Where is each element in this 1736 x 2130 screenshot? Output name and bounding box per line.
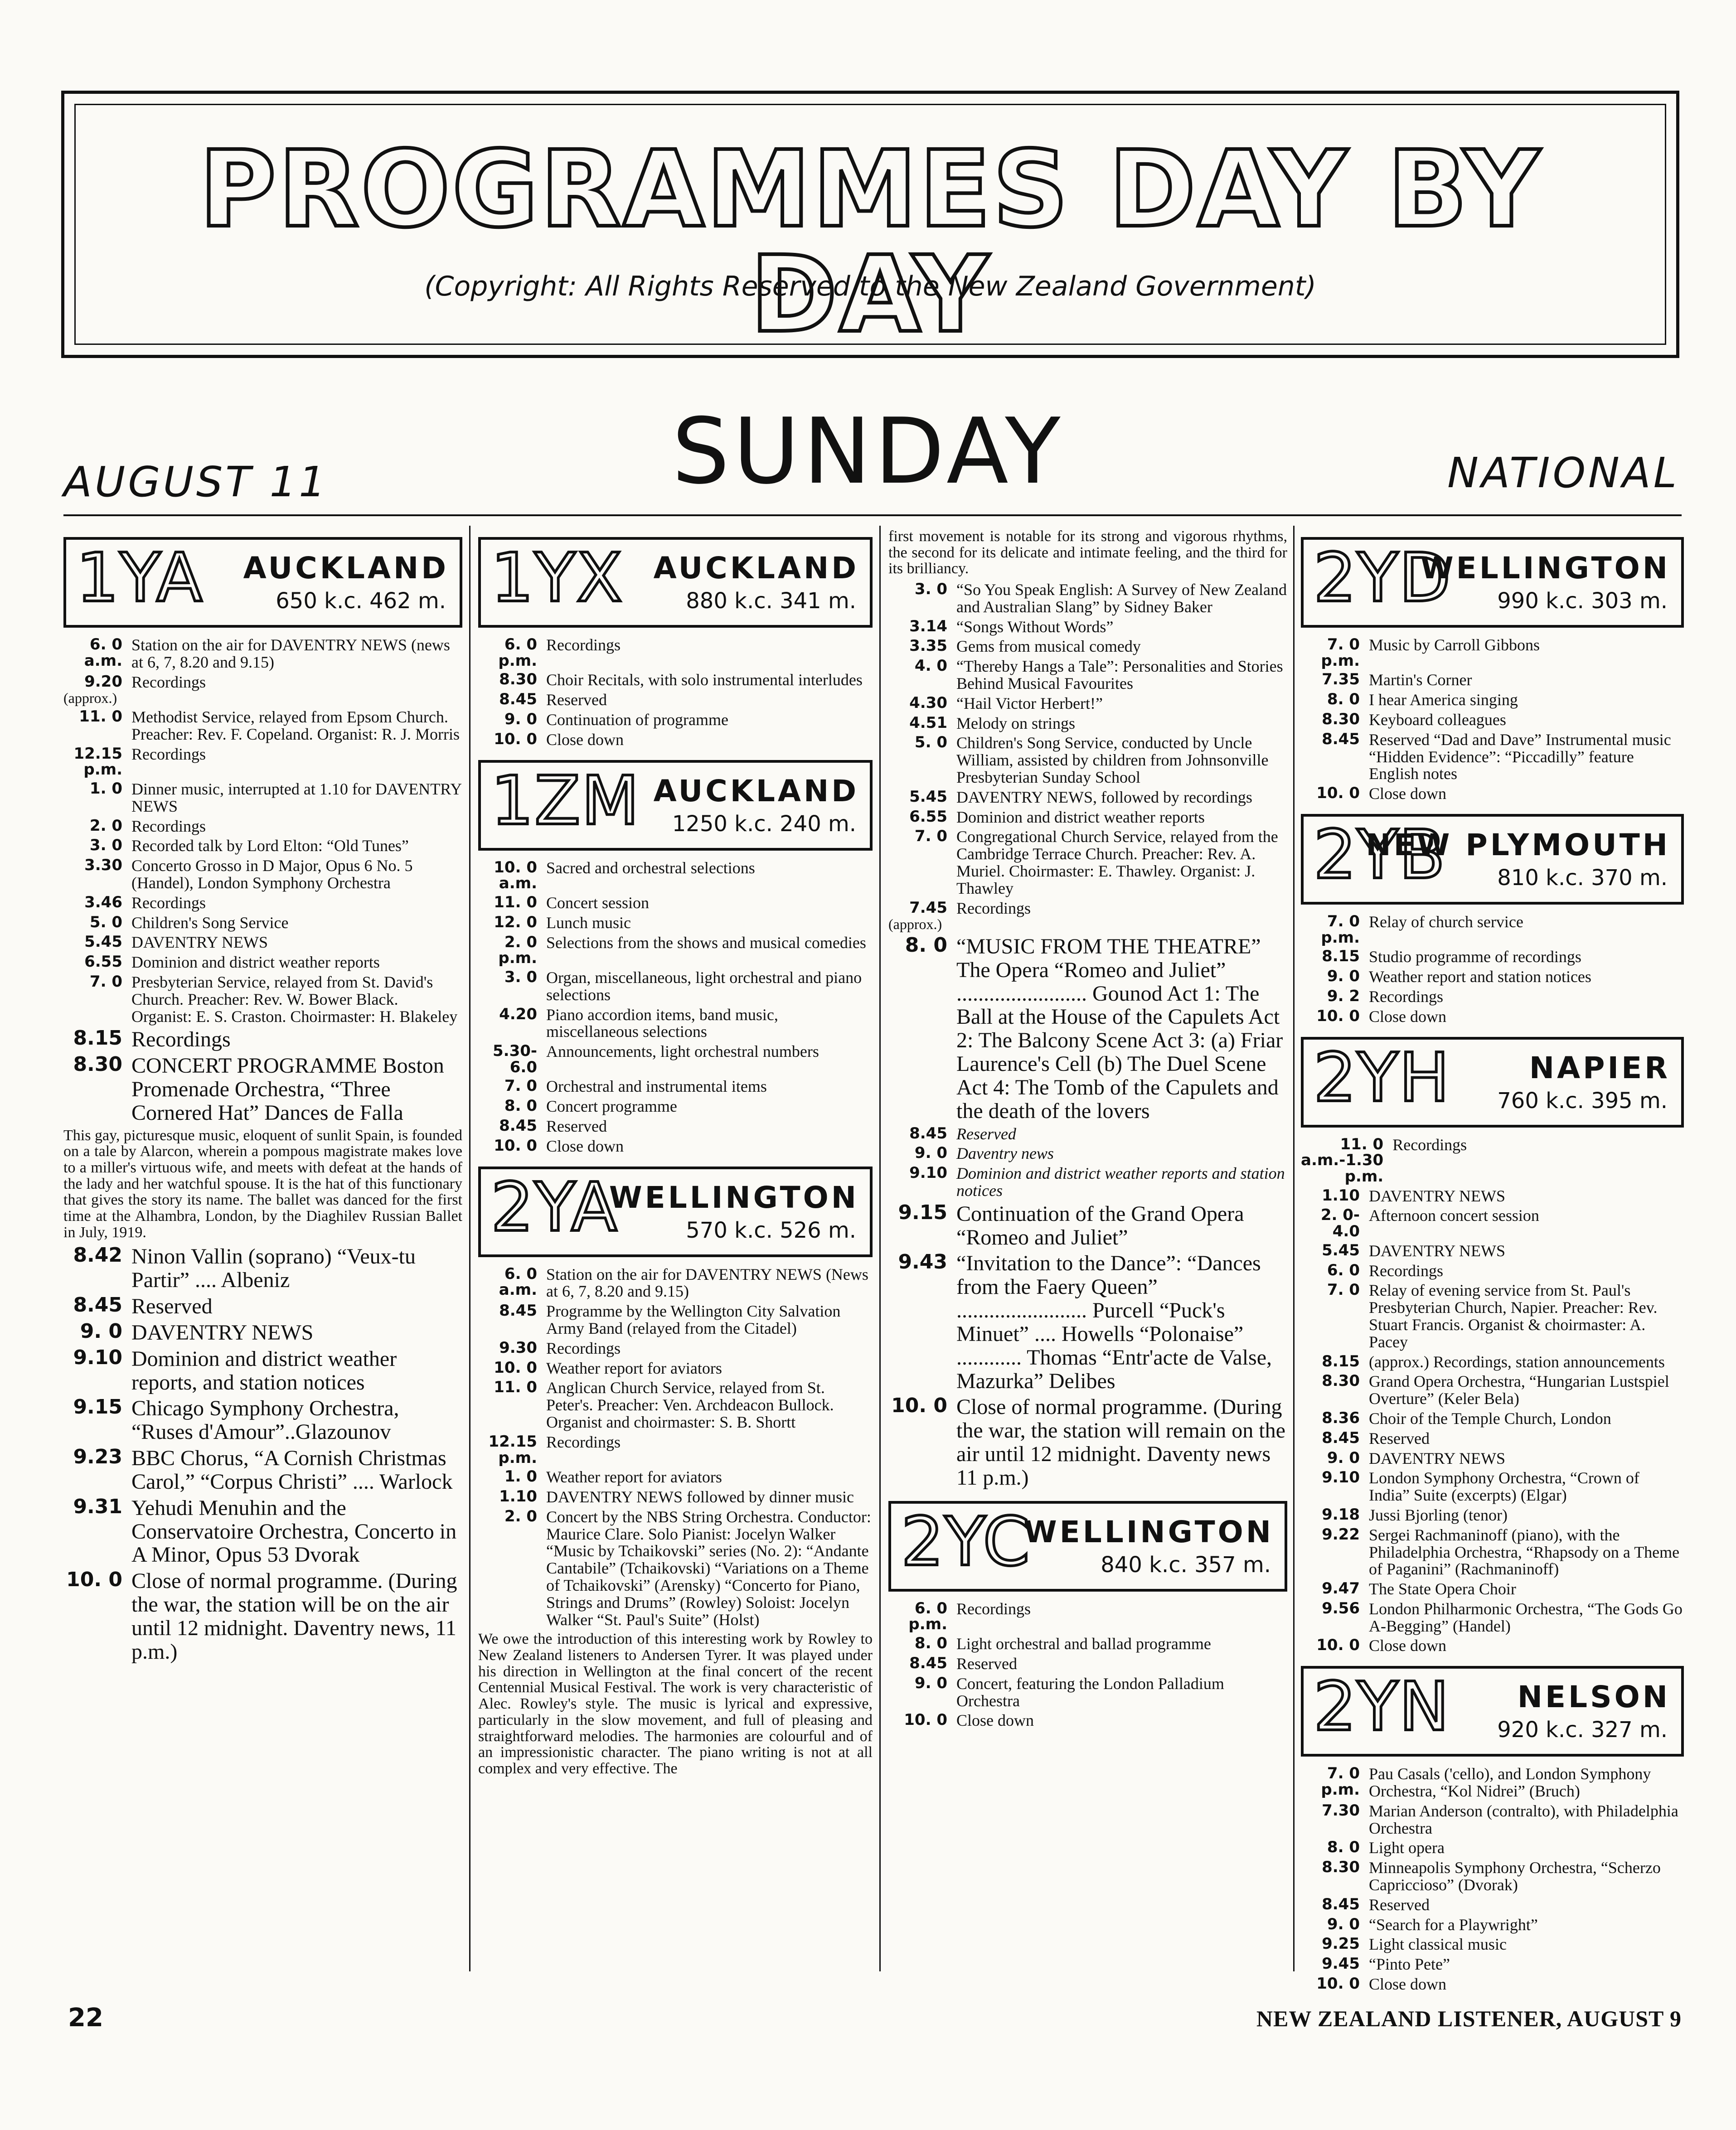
publication-footer: NEW ZEALAND LISTENER, AUGUST 9 [1256,2006,1682,2031]
station-frequency: 840 k.c. 357 m. [1101,1552,1271,1578]
station-name: WELLINGTON [1420,551,1670,586]
station-header-2yb [1301,814,1684,905]
station-name: AUCKLAND [653,773,859,808]
list-item: 7. 0 p.m. Music by Carroll Gibbons [1321,635,1540,670]
station-header-2ya [478,1167,873,1257]
station-code: 1YA [76,539,204,617]
copyright-notice: (Copyright: All Rights Reserved to the New Zealand Government) [424,271,1316,302]
list-item: 7.45 Recordings [909,898,1031,917]
list-item: 9. 0 DAVENTRY NEWS [80,1319,314,1345]
top-rule [63,514,1682,516]
list-item: 5. 0 Children's Song Service, conducted by Uncle William, assisted by children from Johnsonville Presbyterian Sunday School [914,733,1269,787]
station-name: AUCKLAND [243,551,449,586]
list-item: 9.30 Recordings [499,1338,621,1357]
list-item: 7. 0 Presbyterian Service, relayed from St. David's Church. Preacher: Rev. W. Bower Black. Organist: E. S. Craston. Choirmaster: H. Blakeley [89,972,458,1026]
list-item: 8.45 Reserved [499,690,607,709]
list-item: 10. 0 Close of normal programme. (During the war, the station will be on the air until 12 midnight. Daventry news, 11 p.m.) [66,1568,457,1664]
list-item: 8. 0 Light orchestral and ballad programme [914,1634,1211,1653]
list-item: 9.20 Recordings [84,672,206,691]
station-name: NELSON [1517,1680,1670,1715]
column-2 [478,526,873,1971]
list-item: 9. 0 “Search for a Playwright” [1327,1915,1538,1934]
list-item: 9. 0 DAVENTRY NEWS [1327,1448,1506,1467]
list-item: 7. 0 Orchestral and instrumental items [504,1077,767,1096]
column-divider [879,526,881,1971]
list-item: 9.25 Light classical music [1322,1935,1507,1954]
list-item: 8.30 Choir Recitals, with solo instrumental interludes [499,670,863,689]
list-item: 9.22 Sergei Rachmaninoff (piano), with the Philadelphia Orchestra, “Rhapsody on a Theme of Paganini” (Rachmaninoff) [1322,1525,1680,1578]
list-item: 9.18 Jussi Bjorling (tenor) [1322,1505,1508,1524]
day-title: SUNDAY [672,399,1064,504]
list-item: 7. 0 p.m. Pau Casals ('cello), and London Symphony Orchestra, “Kol Nidrei” (Bruch) [1321,1764,1651,1801]
page-number: 22 [68,2003,103,2033]
list-item: 8. 0 I hear America singing [1327,690,1518,709]
station-name: WELLINGTON [1023,1514,1274,1549]
header-banner [61,91,1679,358]
column-4 [1301,526,1684,1994]
programme-note: We owe the introduction of this interesting work by Rowley to New Zealand listeners to Andersen Tyrer. It was played under his direction in Wellington at the final concert of the recent Centennial Musical Festival. The work is very characteristic of Alec. Rowley's style. The music is lyrical and expressive, particularly in the slow movement, and full of pleasing and straightforward melodies. The harmonies are colourful and of an impressionistic character. The piano writing is not at all complex and very effective. The [478,1631,873,1777]
list-item: 12.15 p.m. Recordings [73,744,206,779]
list-item: 8. 0 Concert programme [504,1097,677,1116]
list-item: 3.30 Concerto Grosso in D Major, Opus 6 No. 5 (Handel), London Symphony Orchestra [84,856,413,892]
list-item: 8.30 CONCERT PROGRAMME Boston Promenade Orchestra, “Three Cornered Hat” Dances de Falla [73,1053,444,1125]
list-item: 10. 0 Close down [1316,1007,1446,1026]
programme-list [63,637,462,1664]
list-item: 11. 0 a.m.-1.30 p.m. Recordings [1301,1135,1467,1186]
list-item: 9.31 Yehudi Menuhin and the Conservatoire Orchestra, Concerto in A Minor, Opus 53 Dvorak [73,1495,457,1567]
list-item: 8. 0 “MUSIC FROM THE THEATRE” The Opera “Romeo and Juliet” ........................ Gounod Act 1: The Ball at the House of the Capulets Act 2: The Balcony Scene Act 3: (a) Friar Laurence's Cell (b) The Duel Scene Act 4: The Tomb of the Capulets and the death of the lovers [905,934,1283,1123]
list-item: 8.45 Programme by the Wellington City Salvation Army Band (relayed from the Citadel) [499,1302,841,1338]
station-frequency: 920 k.c. 327 m. [1497,1717,1668,1743]
list-item: 7. 0 p.m. Relay of church service [1321,912,1523,947]
list-item: 1.10 DAVENTRY NEWS [1322,1186,1506,1205]
list-item: 8. 0 Light opera [1327,1838,1445,1857]
list-item: 9.15 Continuation of the Grand Opera “Romeo and Juliet” [898,1201,1244,1249]
list-item: 9.15 Chicago Symphony Orchestra, “Ruses d'Amour”..Glazounov [73,1395,399,1444]
station-code: 2YA [491,1168,618,1246]
list-item: 3.14 “Songs Without Words” [909,617,1114,636]
list-item: 8.15 Recordings [73,1026,231,1052]
list-item: 2. 0-4.0 Afternoon concert session [1320,1206,1539,1241]
list-item: 9.10 London Symphony Orchestra, “Crown of India” Suite (excerpts) (Elgar) [1322,1468,1639,1505]
list-item: 9.45 “Pinto Pete” [1322,1955,1450,1974]
list-item: 9. 0 Concert, featuring the London Palladium Orchestra [914,1674,1224,1710]
list-item: 10. 0 Close down [904,1711,1034,1730]
list-item: 3.35 Gems from musical comedy [909,637,1141,656]
list-item: 11. 0 Methodist Service, relayed from Epsom Church. Preacher: Rev. F. Copeland. Organist: R. J. Morris [79,707,460,743]
list-item: 2. 0 p.m. Selections from the shows and musical comedies [498,933,866,968]
list-item: 4.30 “Hail Victor Herbert!” [909,693,1103,712]
list-item: 10. 0 Close down [494,1136,624,1155]
list-item: 8.45 Reserved [909,1654,1017,1673]
list-item: 8.15 Studio programme of recordings [1322,947,1581,966]
list-item: 9. 2 Recordings [1327,987,1443,1006]
station-frequency: 760 k.c. 395 m. [1497,1088,1668,1113]
station-code: 2YD [1314,539,1452,617]
list-item: 8.36 Choir of the Temple Church, London [1322,1409,1611,1428]
list-item: 8.45 Reserved [1322,1428,1430,1447]
list-item: 12.15 p.m. Recordings [488,1432,621,1467]
list-item: 7.35 Martin's Corner [1322,670,1472,689]
list-item: 1. 0 Dinner music, interrupted at 1.10 for DAVENTRY NEWS [89,779,461,815]
list-item: 1.10 DAVENTRY NEWS followed by dinner music [499,1487,854,1506]
list-item: 5. 0 Children's Song Service [89,913,289,932]
list-item: 3.46 Recordings [84,893,206,912]
station-code: 2YC [901,1502,1031,1581]
station-frequency: 990 k.c. 303 m. [1497,588,1668,614]
list-item: 8.30 Keyboard colleagues [1322,710,1506,729]
list-item: 1. 0 Weather report for aviators [504,1467,722,1486]
list-item: 7.30 Marian Anderson (contralto), with Philadelphia Orchestra [1322,1801,1678,1837]
station-name: WELLINGTON [609,1180,859,1215]
list-item: 4. 0 “Thereby Hangs a Tale”: Personalities and Stories Behind Musical Favourites [914,657,1283,693]
approx-note: (approx.) [888,916,942,933]
list-item: 8.45 Reserved “Dad and Dave” Instrumental music “Hidden Evidence”: “Piccadilly” feature English notes [1322,730,1671,783]
list-item: 9.47 The State Opera Choir [1322,1579,1516,1598]
station-name: NEW PLYMOUTH [1366,827,1670,862]
station-code: 2YB [1314,815,1446,894]
list-item: 7. 0 Relay of evening service from St. Paul's Presbyterian Church, Napier. Preacher: Rev. Stuart Francis. Organist & choirmaster: A. Pacey [1327,1281,1658,1351]
station-frequency: 650 k.c. 462 m. [276,588,446,614]
list-item: 8.45 Reserved [73,1293,213,1319]
list-item: 9.10 Dominion and district weather reports and station notices [909,1164,1285,1200]
list-item: 9.10 Dominion and district weather reports, and station notices [73,1346,397,1394]
station-header-2yh [1301,1037,1684,1128]
approx-note: (approx.) [63,690,117,707]
date-label: AUGUST 11 [63,458,328,506]
programme-note: first movement is notable for its strong and vigorous rhythms, the second for its delicate and intimate feeling, and the third for its brilliancy. [888,528,1287,577]
list-item: 9. 0 Daventry news [914,1144,1054,1163]
station-name: AUCKLAND [653,551,859,586]
station-header-1yx [478,537,873,628]
station-header-2yc [888,1501,1287,1592]
list-item: 9. 0 Continuation of programme [504,710,728,729]
programme-note: This gay, picturesque music, eloquent of sunlit Spain, is founded on a tale by Alarcon, wherein a pompous magistrate makes love to a miller's virtuous wife, and meets with defeat at the hands of the lady and her watchful spouse. It is the hat of this functionary that gives the story its name. The ballet was danced for the first time at the Alhambra, London, by the Diaghilev Russian Ballet in July, 1919. [63,1127,462,1241]
column-divider [1293,526,1295,1971]
list-item: 3. 0 Organ, miscellaneous, light orchestral and piano selections [504,968,862,1004]
station-header-1ya [63,537,462,628]
list-item: 6. 0 p.m. Recordings [498,635,621,670]
list-item: 10. 0 Close down [494,730,624,749]
list-item: 9.23 BBC Chorus, “A Cornish Christmas Carol,” “Corpus Christi” .... Warlock [73,1445,453,1494]
list-item: 10. 0 Weather report for aviators [494,1358,722,1377]
list-item: 8.45 Reserved [499,1117,607,1136]
list-item: 10. 0 Close of normal programme. (During the war, the station will remain on the air until 12 midnight. Daventy news 11 p.m.) [891,1394,1285,1490]
list-item: 8.45 Reserved [1322,1895,1430,1914]
list-item: 10. 0 Close down [1316,784,1446,803]
list-item: 10. 0 a.m. Sacred and orchestral selections [494,858,755,893]
station-header-1zm [478,760,873,851]
list-item: 10. 0 Close down [1316,1636,1446,1655]
list-item: 5.45 DAVENTRY NEWS, followed by recordings [909,787,1252,806]
list-item: 6. 0 p.m. Recordings [908,1599,1031,1634]
column-divider [469,526,470,1971]
list-item: 2. 0 Recordings [89,816,206,835]
station-frequency: 570 k.c. 526 m. [686,1217,856,1243]
list-item: 8.15 (approx.) Recordings, station announcements [1322,1352,1665,1371]
list-item: 4.20 Piano accordion items, band music, miscellaneous selections [499,1005,778,1041]
list-item: 2. 0 Concert by the NBS String Orchestra. Conductor: Maurice Clare. Solo Pianist: Jocelyn Walker “Music by Tchaikovski” series (No. 2): “Andante Cantabile” (Tchaikovski) “Variations on a Theme of Tchaikovski” (Arensky) “Concerto for Piano, Strings and Drums” (Rowley) Soloist: Jocelyn Walker “St. Paul's Suite” (Holst) [504,1507,871,1629]
station-frequency: 1250 k.c. 240 m. [672,811,856,837]
list-item: 5.30-6.0 Announcements, light orchestral numbers [493,1042,819,1076]
list-item: 5.45 DAVENTRY NEWS [1322,1241,1506,1260]
list-item: 8.30 Grand Opera Orchestra, “Hungarian Lustspiel Overture” (Keler Bela) [1322,1372,1669,1408]
list-item: 9.56 London Philharmonic Orchestra, “The Gods Go A-Begging” (Handel) [1322,1599,1683,1635]
list-item: 6. 0 a.m. Station on the air for DAVENTRY NEWS (News at 6, 7, 8.20 and 9.15) [499,1264,868,1301]
list-item: 12. 0 Lunch music [494,913,631,932]
list-item: 10. 0 Close down [1316,1975,1446,1994]
list-item: 8.42 Ninon Vallin (soprano) “Veux-tu Partir” .... Albeniz [73,1244,416,1293]
station-name: NAPIER [1529,1050,1670,1085]
station-code: 1YX [491,539,623,617]
station-code: 2YN [1314,1668,1450,1746]
column-1 [63,526,462,1971]
list-item: 11. 0 Anglican Church Service, relayed from St. Peter's. Preacher: Ven. Archdeacon Bullock. Organist and choirmaster: S. B. Shortt [494,1378,834,1432]
list-item: 8.45 Reserved [909,1124,1016,1143]
station-frequency: 810 k.c. 370 m. [1497,865,1668,891]
station-code: 1ZM [491,761,640,840]
list-item: 8.30 Minneapolis Symphony Orchestra, “Scherzo Capriccioso” (Dvorak) [1322,1858,1661,1894]
list-item: 3. 0 Recorded talk by Lord Elton: “Old Tunes” [89,836,409,855]
station-header-2yd [1301,537,1684,628]
list-item: 6. 0 a.m. Station on the air for DAVENTRY NEWS (news at 6, 7, 8.20 and 9.15) [84,635,450,671]
list-item: 9. 0 Weather report and station notices [1327,967,1591,986]
list-item: 3. 0 “So You Speak English: A Survey of New Zealand and Australian Slang” by Sidney Baker [914,580,1287,616]
station-frequency: 880 k.c. 341 m. [686,588,856,614]
list-item: 6. 0 Recordings [1327,1261,1443,1280]
list-item: 9.43 “Invitation to the Dance”: “Dances from the Faery Queen” ........................ Purcell “Puck's Minuet” .... Howells “Polonaise” ............ Thomas “Entr'acte de Valse, Mazurka” Delibes [898,1250,1272,1393]
list-item: 7. 0 Congregational Church Service, relayed from the Cambridge Terrace Church. Preacher: Rev. A. Muriel. Choirmaster: E. Thawley. Organist: J. Thawley [914,827,1278,897]
list-item: 6.55 Dominion and district weather reports [84,953,380,972]
station-code: 2YH [1314,1038,1450,1117]
network-label: NATIONAL [1447,449,1679,497]
list-item: 11. 0 Concert session [494,893,649,912]
list-item: 4.51 Melody on strings [909,713,1076,732]
column-3 [888,526,1287,1971]
page-title: PROGRAMMES DAY BY DAY [199,128,1542,356]
list-item: 6.55 Dominion and district weather reports [909,807,1205,826]
station-header-2yn [1301,1666,1684,1757]
list-item: 5.45 DAVENTRY NEWS [84,933,268,952]
